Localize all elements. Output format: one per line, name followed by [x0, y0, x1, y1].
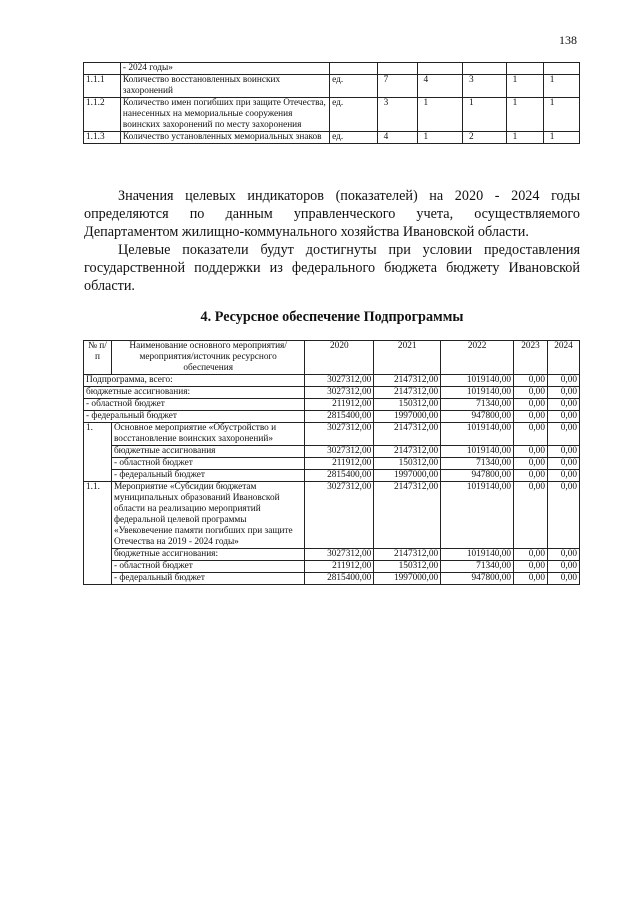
resource-value: 1019140,00: [441, 375, 514, 387]
resource-value: 211912,00: [305, 399, 374, 411]
header-2022: 2022: [441, 341, 514, 375]
resource-sub-row: [84, 470, 580, 482]
header-2024: 2024: [547, 341, 579, 375]
resource-sub-row: [84, 446, 580, 458]
indicator-value: [506, 63, 543, 75]
resource-value: 211912,00: [305, 561, 374, 573]
resource-value: 2147312,00: [374, 423, 441, 446]
resource-value: 0,00: [547, 387, 579, 399]
resource-value: 3027312,00: [305, 387, 374, 399]
paragraph-targets: Целевые показатели будут достигнуты при условии предоставления государственной поддержки из федерального бюджета бюджету Ивановской области.: [84, 242, 580, 294]
indicator-unit: ед.: [330, 132, 377, 144]
resource-total-row: [84, 411, 580, 423]
resource-value: 2147312,00: [374, 375, 441, 387]
indicator-value: [543, 63, 579, 75]
resource-num: 1.: [84, 423, 112, 482]
resource-value: 1997000,00: [374, 411, 441, 423]
page-number: 138: [559, 33, 577, 47]
resource-value: 0,00: [514, 375, 548, 387]
resource-value: 0,00: [547, 482, 579, 549]
resource-table: [83, 340, 580, 585]
resource-value: 0,00: [514, 482, 548, 549]
resource-value: 0,00: [547, 458, 579, 470]
resource-total-row: [84, 399, 580, 411]
resource-value: 0,00: [547, 446, 579, 458]
resource-value: 2147312,00: [374, 387, 441, 399]
resource-value: 1019140,00: [441, 446, 514, 458]
resource-header-row: [84, 341, 580, 375]
resource-value: 3027312,00: [305, 375, 374, 387]
resource-name: - областной бюджет: [84, 399, 305, 411]
indicator-num: 1.1.2: [84, 98, 121, 132]
resource-value: 0,00: [547, 573, 579, 585]
resource-num: 1.1.: [84, 482, 112, 585]
resource-value: 1997000,00: [374, 470, 441, 482]
header-2021: 2021: [374, 341, 441, 375]
resource-total-row: [84, 387, 580, 399]
resource-value: 0,00: [514, 561, 548, 573]
resource-sub-row: [84, 573, 580, 585]
indicator-value: 2: [463, 132, 507, 144]
resource-group-row: [84, 423, 580, 446]
resource-name: - федеральный бюджет: [111, 470, 304, 482]
resource-value: 2147312,00: [374, 482, 441, 549]
indicator-value: [377, 63, 417, 75]
resource-name: - федеральный бюджет: [111, 573, 304, 585]
resource-value: 2815400,00: [305, 411, 374, 423]
indicator-value: 3: [463, 75, 507, 98]
resource-value: 150312,00: [374, 399, 441, 411]
indicator-value: 7: [377, 75, 417, 98]
indicator-value: 4: [417, 75, 462, 98]
resource-value: 3027312,00: [305, 446, 374, 458]
indicator-value: 1: [506, 132, 543, 144]
indicator-value: 1: [463, 98, 507, 132]
resource-value: 0,00: [514, 446, 548, 458]
resource-value: 0,00: [547, 399, 579, 411]
resource-value: 1019140,00: [441, 549, 514, 561]
indicator-value: 3: [377, 98, 417, 132]
indicator-row: [84, 63, 580, 75]
resource-value: 0,00: [514, 549, 548, 561]
resource-value: 1019140,00: [441, 387, 514, 399]
resource-value: 1019140,00: [441, 482, 514, 549]
resource-name: бюджетные ассигнования:: [84, 387, 305, 399]
resource-value: 0,00: [547, 423, 579, 446]
indicator-name: - 2024 годы»: [120, 63, 329, 75]
indicator-value: 1: [417, 98, 462, 132]
section-title: 4. Ресурсное обеспечение Подпрограммы: [200, 309, 464, 325]
resource-value: 211912,00: [305, 458, 374, 470]
indicator-value: 1: [506, 98, 543, 132]
header-name: Наименование основного мероприятия/мероприятия/источник ресурсного обеспечения: [111, 341, 304, 375]
resource-value: 947800,00: [441, 411, 514, 423]
indicator-value: 4: [377, 132, 417, 144]
resource-value: 0,00: [514, 399, 548, 411]
resource-value: 1019140,00: [441, 423, 514, 446]
resource-value: 2815400,00: [305, 573, 374, 585]
resource-sub-row: [84, 458, 580, 470]
indicator-value: [463, 63, 507, 75]
resource-value: 0,00: [514, 458, 548, 470]
indicator-unit: [330, 63, 377, 75]
indicator-num: 1.1.3: [84, 132, 121, 144]
resource-name: - областной бюджет: [111, 458, 304, 470]
resource-name: Основное мероприятие «Обустройство и восстановление воинских захоронений»: [111, 423, 304, 446]
indicator-value: 1: [543, 132, 579, 144]
resource-value: 2147312,00: [374, 549, 441, 561]
resource-value: 0,00: [547, 470, 579, 482]
resource-value: 0,00: [514, 411, 548, 423]
resource-name: - федеральный бюджет: [84, 411, 305, 423]
resource-name: бюджетные ассигнования: [111, 446, 304, 458]
header-2023: 2023: [514, 341, 548, 375]
resource-name: Подпрограмма, всего:: [84, 375, 305, 387]
resource-value: 0,00: [547, 561, 579, 573]
paragraph-indicators: Значения целевых индикаторов (показателей) на 2020 - 2024 годы определяются по данным управленческого учета, осуществляемого Департаментом жилищно-коммунального хозяйства Ивановской области.: [84, 188, 580, 240]
header-num: № п/п: [84, 341, 112, 375]
resource-value: 2147312,00: [374, 446, 441, 458]
resource-value: 0,00: [514, 573, 548, 585]
header-2020: 2020: [305, 341, 374, 375]
indicator-num: [84, 63, 121, 75]
resource-value: 947800,00: [441, 470, 514, 482]
resource-value: 3027312,00: [305, 423, 374, 446]
indicator-row: [84, 132, 580, 144]
resource-value: 947800,00: [441, 573, 514, 585]
resource-value: 71340,00: [441, 399, 514, 411]
indicator-value: 1: [543, 75, 579, 98]
resource-value: 0,00: [514, 470, 548, 482]
indicator-unit: ед.: [330, 98, 377, 132]
resource-value: 3027312,00: [305, 549, 374, 561]
indicator-value: 1: [417, 132, 462, 144]
resource-sub-row: [84, 561, 580, 573]
resource-value: 0,00: [514, 387, 548, 399]
resource-value: 0,00: [547, 375, 579, 387]
resource-name: Мероприятие «Субсидии бюджетам муниципальных образований Ивановской области на реализацию мероприятий федеральной целевой программы «Увековечение памяти погибших при защите Отечества на 2019 - 2024 годы»: [111, 482, 304, 549]
resource-value: 0,00: [547, 411, 579, 423]
resource-value: 150312,00: [374, 561, 441, 573]
indicator-num: 1.1.1: [84, 75, 121, 98]
indicator-value: [417, 63, 462, 75]
resource-value: 2815400,00: [305, 470, 374, 482]
resource-value: 71340,00: [441, 561, 514, 573]
indicator-unit: ед.: [330, 75, 377, 98]
indicator-name: Количество имен погибших при защите Отечества, нанесенных на мемориальные сооружения воинских захоронений по месту захоронения: [120, 98, 329, 132]
indicator-row: [84, 98, 580, 132]
resource-value: 3027312,00: [305, 482, 374, 549]
indicator-name: Количество установленных мемориальных знаков: [120, 132, 329, 144]
resource-value: 150312,00: [374, 458, 441, 470]
indicator-name: Количество восстановленных воинских захоронений: [120, 75, 329, 98]
indicator-value: 1: [543, 98, 579, 132]
resource-value: 0,00: [547, 549, 579, 561]
indicator-value: 1: [506, 75, 543, 98]
resource-total-row: [84, 375, 580, 387]
resource-name: - областной бюджет: [111, 561, 304, 573]
indicator-row: [84, 75, 580, 98]
resource-value: 71340,00: [441, 458, 514, 470]
resource-sub-row: [84, 549, 580, 561]
resource-group-row: [84, 482, 580, 549]
resource-value: 0,00: [514, 423, 548, 446]
resource-name: бюджетные ассигнования:: [111, 549, 304, 561]
indicators-table: [83, 62, 580, 144]
resource-value: 1997000,00: [374, 573, 441, 585]
